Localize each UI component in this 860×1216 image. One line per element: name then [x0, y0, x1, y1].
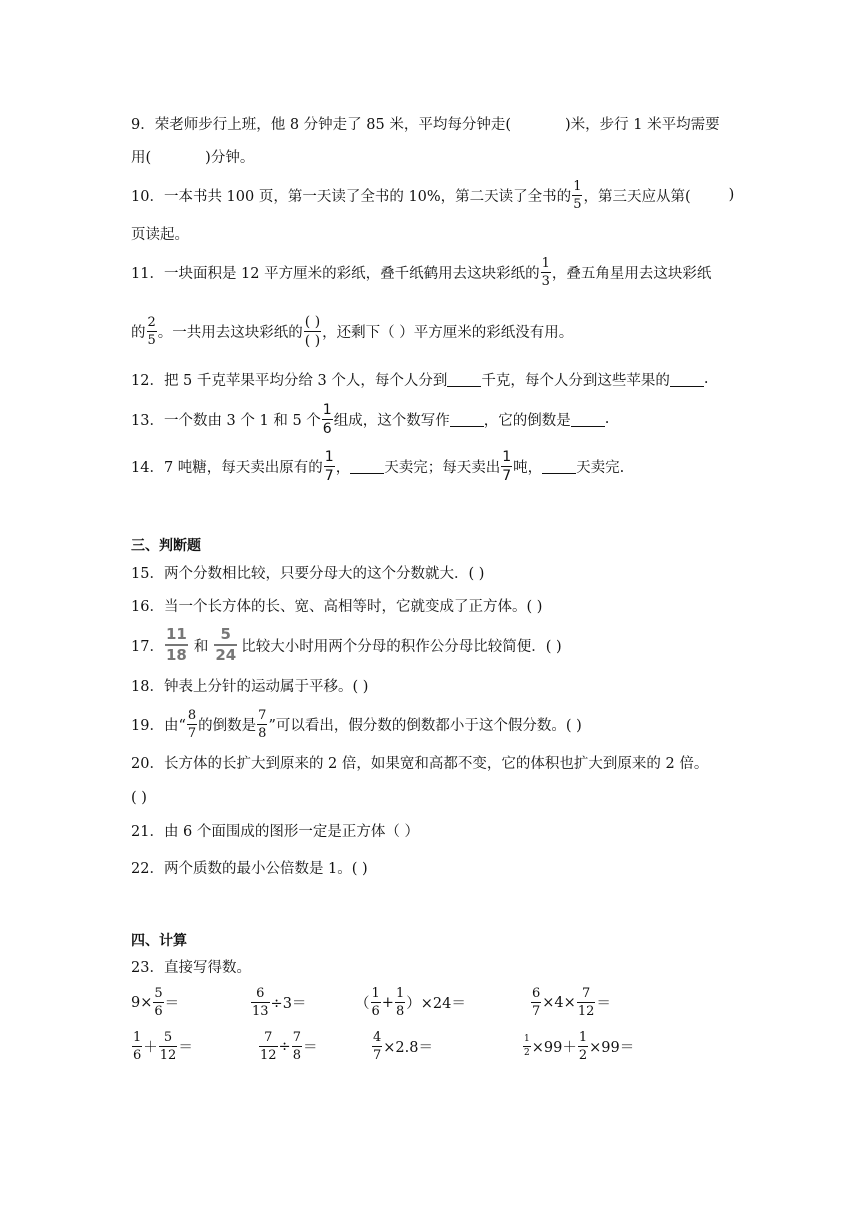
q10-text: 10．一本书共 100 页，第一天读了全书的 10%，第二天读了全书的: [131, 188, 572, 205]
q11-text: ，叠五角星用去这块彩纸: [551, 265, 712, 282]
q12-text: .: [703, 371, 709, 387]
q10-text: ，第三天应从第(: [583, 188, 691, 205]
q14-blank-1[interactable]: [350, 459, 384, 474]
q17-text: 17．: [131, 638, 164, 655]
question-10-line-1: [131, 180, 734, 210]
calc-item-6: 7 12 ÷ 7 8 ＝: [260, 1030, 318, 1063]
q11-text: ，还剩下（ ）平方厘米的彩纸没有用。: [322, 324, 574, 341]
q21-text: 21．由 6 个面围成的图形一定是正方体（ ）: [131, 823, 420, 840]
q12-text: 千克，每个人分到这些苹果的: [481, 372, 670, 389]
q12-text: 12．把 5 千克苹果平均分给 3 个人，每个人分到: [131, 372, 448, 389]
q9-text: )米，步行 1 米平均需要: [565, 116, 720, 133]
q11-text: 11．一块面积是 12 平方厘米的彩纸，叠千纸鹤用去这块彩纸的: [131, 265, 540, 282]
question-10-line-2: [131, 218, 189, 248]
section-heading-judgement: 三、判断题: [131, 538, 201, 554]
question-19: [131, 709, 582, 739]
q17-text: 比较大小时用两个分母的积作公分母比较简便．( ): [241, 638, 562, 655]
fraction: 5 12: [159, 1030, 177, 1063]
q18-text: 18．钟表上分针的运动属于平移。( ): [131, 678, 369, 695]
q14-text: ，: [335, 459, 351, 476]
question-11-line-2: [131, 314, 573, 348]
fraction: 4 7: [373, 1030, 382, 1063]
fraction: 7 8: [258, 707, 267, 741]
question-22: [131, 852, 368, 882]
section-heading-calculation: 四、计算: [131, 933, 187, 949]
calc-item-7: 4 7 ×2.8＝: [373, 1030, 433, 1063]
q10-text: 页读起。: [131, 226, 189, 243]
q14-text: 天卖完.: [576, 459, 625, 476]
fraction: 6 7: [532, 986, 541, 1019]
fraction: 1 7: [324, 448, 334, 484]
calc-item-5: 1 6 ＋ 5 12 ＝: [133, 1030, 193, 1063]
q11-text: 。一共用去这块彩纸的: [157, 324, 303, 341]
fraction: 7 12: [260, 1030, 277, 1063]
q15-text: 15．两个分数相比较，只要分母大的这个分数就大．( ): [131, 565, 485, 582]
fraction: 8 7: [187, 707, 197, 741]
question-15: [131, 557, 484, 587]
fraction: 7 8: [292, 1030, 301, 1063]
question-18: [131, 670, 368, 700]
question-12: [131, 364, 708, 394]
question-14: [131, 448, 625, 484]
answer-fraction-blank[interactable]: ( ) ( ): [304, 313, 321, 349]
question-13: [131, 401, 610, 437]
fraction: 1 6: [133, 1030, 142, 1063]
q13-text: 组成，这个数写作: [333, 412, 450, 429]
question-11-line-1: [131, 257, 711, 287]
q20-text: ( ): [131, 790, 147, 806]
question-9-line-2: [131, 141, 254, 171]
q13-text: 13．一个数由 3 个 1 和 5 个: [131, 412, 321, 429]
q22-text: 22．两个质数的最小公倍数是 1。( ): [131, 860, 368, 877]
fraction: 6 13: [252, 986, 269, 1019]
question-21: [131, 815, 419, 845]
q12-blank-1[interactable]: [447, 372, 481, 387]
q13-text: .: [604, 411, 610, 427]
fraction: 1 7: [502, 448, 512, 484]
q12-blank-2[interactable]: [670, 372, 704, 387]
question-9-line-1: [131, 108, 720, 138]
calc-item-3: （ 1 6 + 1 8 ）×24＝: [355, 986, 466, 1019]
question-20-line-1: [131, 747, 708, 777]
q19-text: 的倒数是: [198, 717, 257, 734]
fraction: 5 24: [215, 625, 237, 664]
q14-blank-2[interactable]: [542, 459, 576, 474]
calc-item-2: 6 13 ÷3＝: [252, 986, 307, 1019]
fraction: 1 6: [371, 986, 380, 1019]
fraction: 1 3: [541, 255, 550, 289]
question-17: [131, 625, 562, 664]
question-23: [131, 951, 251, 981]
q11-text: 的: [131, 324, 146, 341]
q9-text: 9．荣老师步行上班，他 8 分钟走了 85 米，平均每分钟走(: [131, 116, 511, 133]
fraction: 2 5: [147, 314, 156, 348]
q10-text: ): [728, 187, 735, 203]
q14-text: 14．7 吨糖，每天卖出原有的: [131, 459, 323, 476]
fraction: 1 2: [524, 1034, 530, 1058]
q9-text: 用(: [131, 149, 152, 166]
fraction: 11 18: [165, 625, 187, 664]
q23-text: 23．直接写得数。: [131, 959, 251, 976]
q19-text: ”可以看出，假分数的倒数都小于这个假分数。( ): [268, 717, 582, 734]
q13-text: ，它的倒数是: [483, 412, 571, 429]
q20-text: 20．长方体的长扩大到原来的 2 倍，如果宽和高都不变，它的体积也扩大到原来的 2 倍。: [131, 755, 709, 772]
q17-text: 和: [193, 638, 209, 655]
calc-item-8: 1 2 ×99＋ 1 2 ×99＝: [524, 1030, 635, 1063]
fraction: 1 2: [578, 1030, 588, 1063]
fraction: 5 6: [154, 986, 163, 1019]
fraction: 1 5: [573, 178, 582, 212]
fraction: 1 6: [322, 401, 332, 437]
q14-text: 吨，: [513, 459, 543, 476]
fraction: 1 8: [395, 986, 405, 1019]
calc-item-1: 9× 5 6 ＝: [131, 986, 180, 1019]
q13-blank-1[interactable]: [450, 412, 484, 427]
q9-text: )分钟。: [205, 149, 255, 166]
q13-blank-2[interactable]: [571, 412, 605, 427]
q16-text: 16．当一个长方体的长、宽、高相等时，它就变成了正方体。( ): [131, 598, 543, 615]
question-20-line-2: [131, 783, 147, 813]
question-16: [131, 590, 542, 620]
q19-text: 19．由“: [131, 717, 186, 734]
calc-item-4: 6 7 ×4× 7 12 ＝: [532, 986, 611, 1019]
fraction: 7 12: [577, 986, 595, 1019]
q14-text: 天卖完；每天卖出: [384, 459, 501, 476]
